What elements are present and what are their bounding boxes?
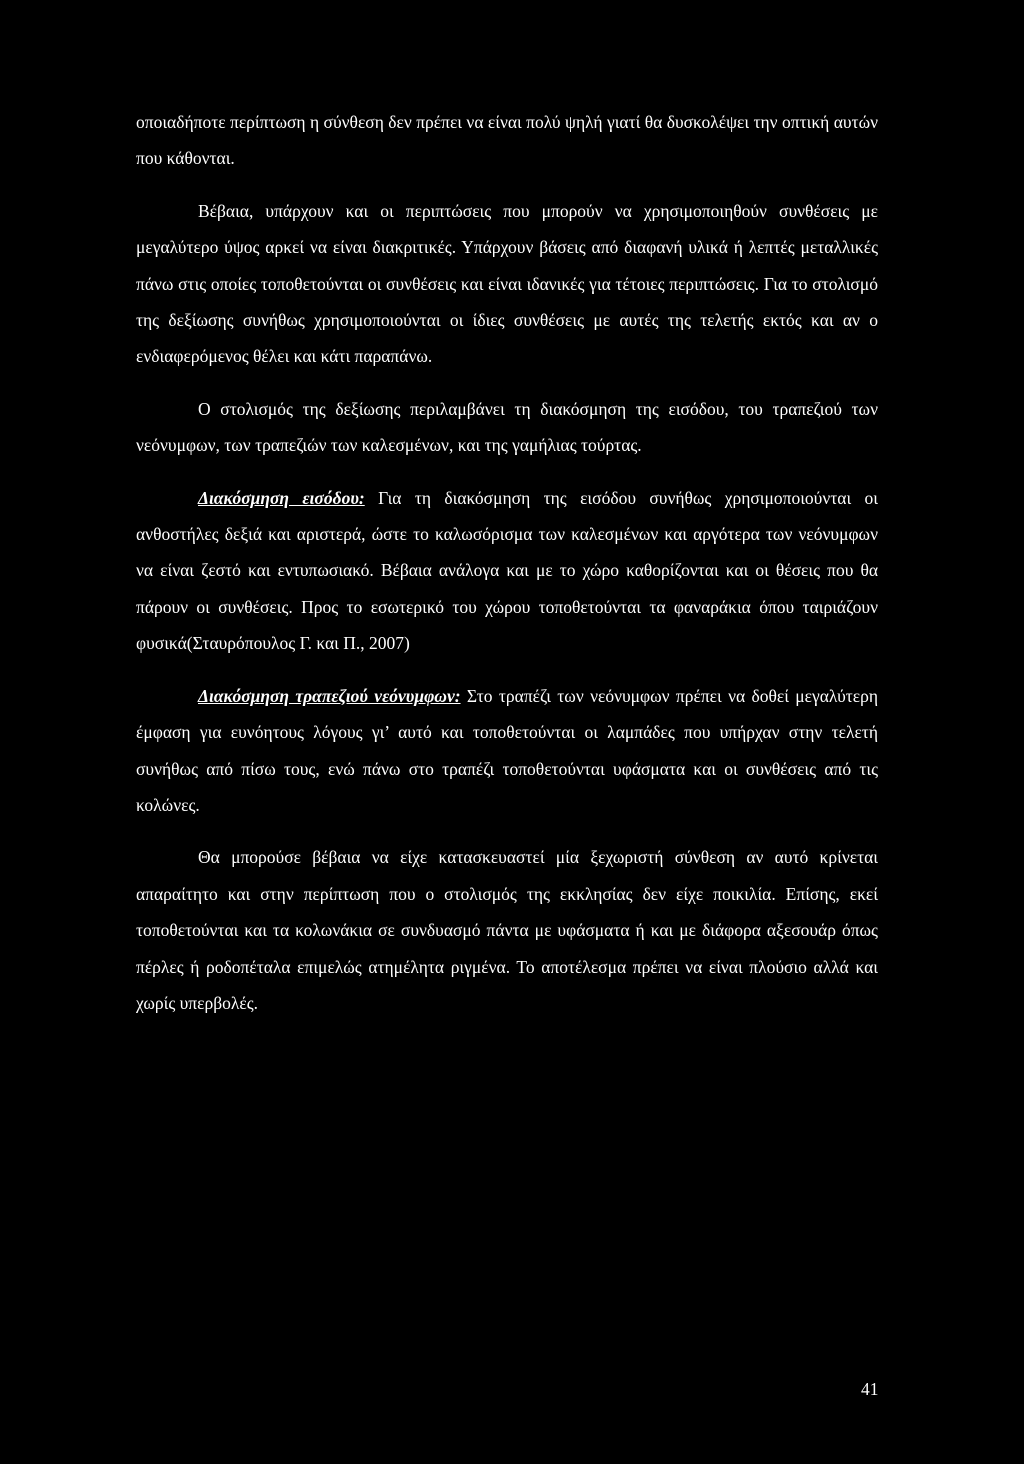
page-body (136, 104, 878, 1037)
inline-heading-newlyweds-table: Διακόσμηση τραπεζιού νεόνυμφων: (198, 685, 461, 706)
paragraph-newlyweds-table (136, 678, 878, 824)
paragraph-text: Ο στολισμός της δεξίωσης περιλαμβάνει τη διακόσμηση της εισόδου, του τραπεζιού των νεόνυμφων, των τραπεζιών των καλεσμένων, και της γαμήλιας τούρτας. (136, 398, 878, 456)
paragraph-text: οποιαδήποτε περίπτωση η σύνθεση δεν πρέπει να είναι πολύ ψηλή γιατί θα δυσκολέψει την οπτική αυτών που κάθονται. (136, 112, 878, 169)
paragraph-reception-decoration (136, 391, 878, 464)
paragraph-separate-composition (136, 839, 878, 1021)
paragraph-text: Θα μπορούσε βέβαια να είχε κατασκευαστεί μία ξεχωριστή σύνθεση αν αυτό κρίνεται απαραίτητο και στην περίπτωση που ο στολισμός της εκκλησίας δεν είχε ποικιλία. Επίσης, εκεί τοποθετούνται και τα κολωνάκια σε συνδυασμό πάντα με υφάσματα ή και με διάφορα αξεσουάρ όπως πέρλες ή ροδοπέταλα επιμελώς ατημέλητα ριγμένα. Το αποτέλεσμα πρέπει να είναι πλούσιο αλλά και χωρίς υπερβολές. (136, 847, 878, 1013)
paragraph-entrance-decoration (136, 480, 878, 662)
paragraph-continuation (136, 104, 878, 177)
paragraph-text: Για τη διακόσμηση της εισόδου συνήθως χρησιμοποιούνται οι ανθοστήλες δεξιά και αριστερά, ώστε το καλωσόρισμα των καλεσμένων και αργότερα των νεόνυμφων να είναι ζεστό και εντυπωσιακό. Βέβαια ανάλογα και με το χώρο καθορίζονται και οι θέσεις που θα πάρουν οι συνθέσεις. Προς το εσωτερικό του χώρου τοποθετούνται τα φαναράκια όπου ταιριάζουν φυσικά(Σταυρόπουλος Γ. και Π., 2007) (136, 487, 878, 654)
paragraph-transparent-stands (136, 193, 878, 375)
inline-heading-entrance: Διακόσμηση εισόδου: (198, 487, 365, 508)
paragraph-text: Βέβαια, υπάρχουν και οι περιπτώσεις που μπορούν να χρησιμοποιηθούν συνθέσεις με μεγαλύτερο ύψος αρκεί να είναι διακριτικές. Υπάρχουν βάσεις από διαφανή υλικά ή λεπτές μεταλλικές πάνω στις οποίες τοποθετούνται οι συνθέσεις και είναι ιδανικές για τέτοιες περιπτώσεις. Για το στολισμό της δεξίωσης συνήθως χρησιμοποιούνται οι ίδιες συνθέσεις με αυτές της τελετής εκτός και αν ο ενδιαφερόμενος θέλει και κάτι παραπάνω. (136, 200, 878, 367)
paragraph-text: Στο τραπέζι των νεόνυμφων πρέπει να δοθεί μεγαλύτερη έμφαση για ευνόητους λόγους γι’ αυτό και τοποθετούνται οι λαμπάδες που υπήρχαν στην τελετή συνήθως από πίσω τους, ενώ πάνω στο τραπέζι τοποθετούνται υφάσματα και οι συνθέσεις από τις κολώνες. (136, 685, 879, 815)
page-number: 41 (861, 1379, 879, 1399)
